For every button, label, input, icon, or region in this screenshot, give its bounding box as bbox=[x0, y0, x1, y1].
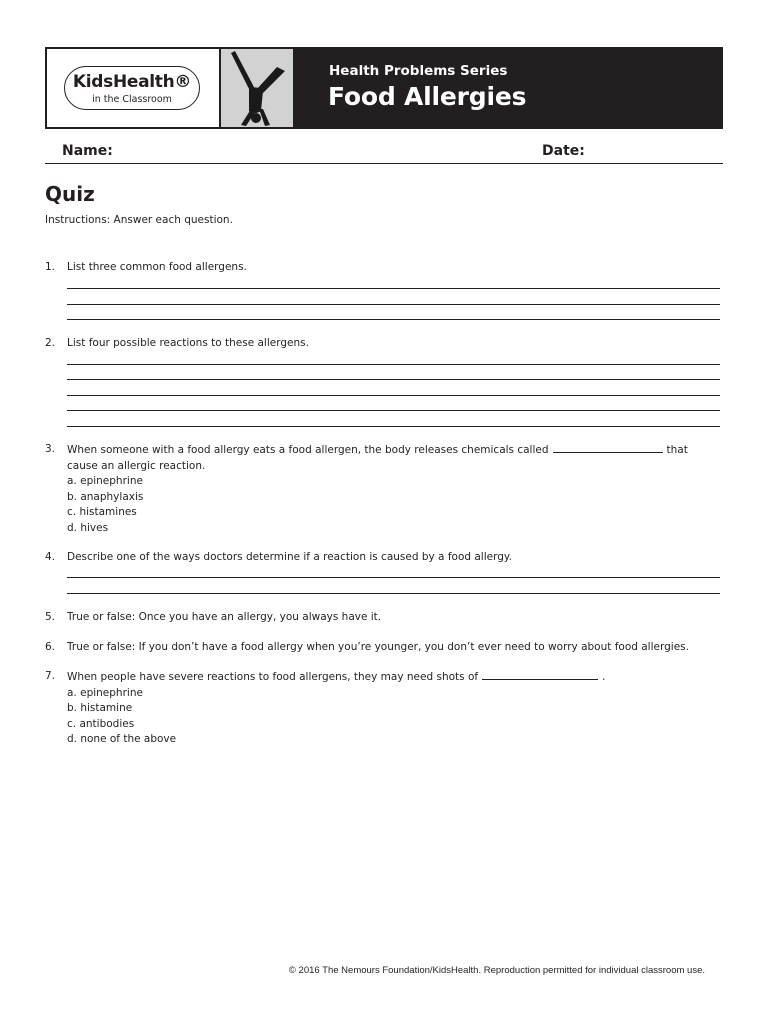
fill-in-blank[interactable] bbox=[482, 669, 598, 680]
option-c: c. histamines bbox=[67, 506, 137, 518]
question-text: List four possible reactions to these allergens. bbox=[67, 337, 309, 349]
question-number: 2. bbox=[45, 337, 56, 349]
question-2 bbox=[45, 336, 720, 352]
question-text: True or false: If you don’t have a food allergy when you’re younger, you don’t ever need to worry about food allergies. bbox=[67, 641, 689, 653]
question-text: Describe one of the ways doctors determine if a reaction is caused by a food allergy. bbox=[67, 551, 512, 563]
option-b: b. anaphylaxis bbox=[67, 490, 144, 503]
option-a: a. epinephrine bbox=[67, 686, 143, 699]
quiz-instructions: Instructions: Answer each question. bbox=[45, 214, 233, 226]
option-b: b. histamine bbox=[67, 702, 133, 714]
cartwheel-silhouette-icon bbox=[221, 49, 293, 127]
question-text bbox=[67, 442, 720, 474]
answer-line[interactable] bbox=[67, 379, 720, 380]
page-title: Food Allergies bbox=[328, 82, 527, 111]
question-number: 7. bbox=[45, 670, 56, 682]
question-text: List three common food allergens. bbox=[67, 261, 247, 273]
answer-line[interactable] bbox=[67, 364, 720, 365]
question-number: 3. bbox=[45, 443, 56, 455]
name-label: Name: bbox=[62, 143, 113, 159]
answer-line[interactable] bbox=[67, 288, 720, 289]
option-d: d. none of the above bbox=[67, 733, 177, 745]
date-label: Date: bbox=[542, 143, 585, 159]
header-banner bbox=[45, 47, 723, 129]
question-text-after: . bbox=[602, 671, 606, 683]
question-number: 6. bbox=[45, 641, 56, 653]
question-text-before: When people have severe reactions to food allergens, they may need shots of bbox=[67, 671, 479, 683]
question-5 bbox=[45, 610, 720, 626]
answer-line[interactable] bbox=[67, 426, 720, 427]
logo-tagline: in the Classroom bbox=[92, 94, 172, 105]
question-7 bbox=[45, 669, 720, 748]
question-1 bbox=[45, 260, 720, 276]
option-a: a. epinephrine bbox=[67, 475, 143, 487]
question-6 bbox=[45, 640, 720, 656]
answer-line[interactable] bbox=[67, 304, 720, 305]
logo-wordmark: KidsHealth® bbox=[72, 72, 192, 92]
logo-panel bbox=[47, 49, 221, 127]
quiz-heading: Quiz bbox=[45, 182, 95, 206]
answer-line[interactable] bbox=[67, 410, 720, 411]
copyright-footer: © 2016 The Nemours Foundation/KidsHealth. Reproduction permitted for individual classroom use. bbox=[288, 965, 705, 976]
question-4 bbox=[45, 550, 720, 566]
question-number: 4. bbox=[45, 551, 56, 563]
question-text: True or false: Once you have an allergy, you always have it. bbox=[67, 611, 382, 623]
kidshealth-logo bbox=[64, 66, 200, 110]
answer-line[interactable] bbox=[67, 319, 720, 320]
question-text bbox=[67, 669, 720, 686]
question-number: 1. bbox=[45, 261, 56, 273]
answer-line[interactable] bbox=[67, 577, 720, 578]
name-date-row bbox=[45, 141, 723, 164]
answer-line[interactable] bbox=[67, 395, 720, 396]
question-number: 5. bbox=[45, 611, 56, 623]
title-panel bbox=[293, 49, 721, 127]
question-text-after: that cause an allergic reaction. bbox=[67, 444, 688, 472]
option-d: d. hives bbox=[67, 521, 109, 534]
question-text-before: When someone with a food allergy eats a food allergen, the body releases chemicals called bbox=[67, 444, 549, 456]
answer-line[interactable] bbox=[67, 593, 720, 594]
question-3 bbox=[45, 442, 720, 536]
series-label: Health Problems Series bbox=[329, 63, 508, 79]
photo-panel bbox=[221, 49, 293, 127]
option-c: c. antibodies bbox=[67, 717, 135, 730]
fill-in-blank[interactable] bbox=[553, 442, 663, 453]
